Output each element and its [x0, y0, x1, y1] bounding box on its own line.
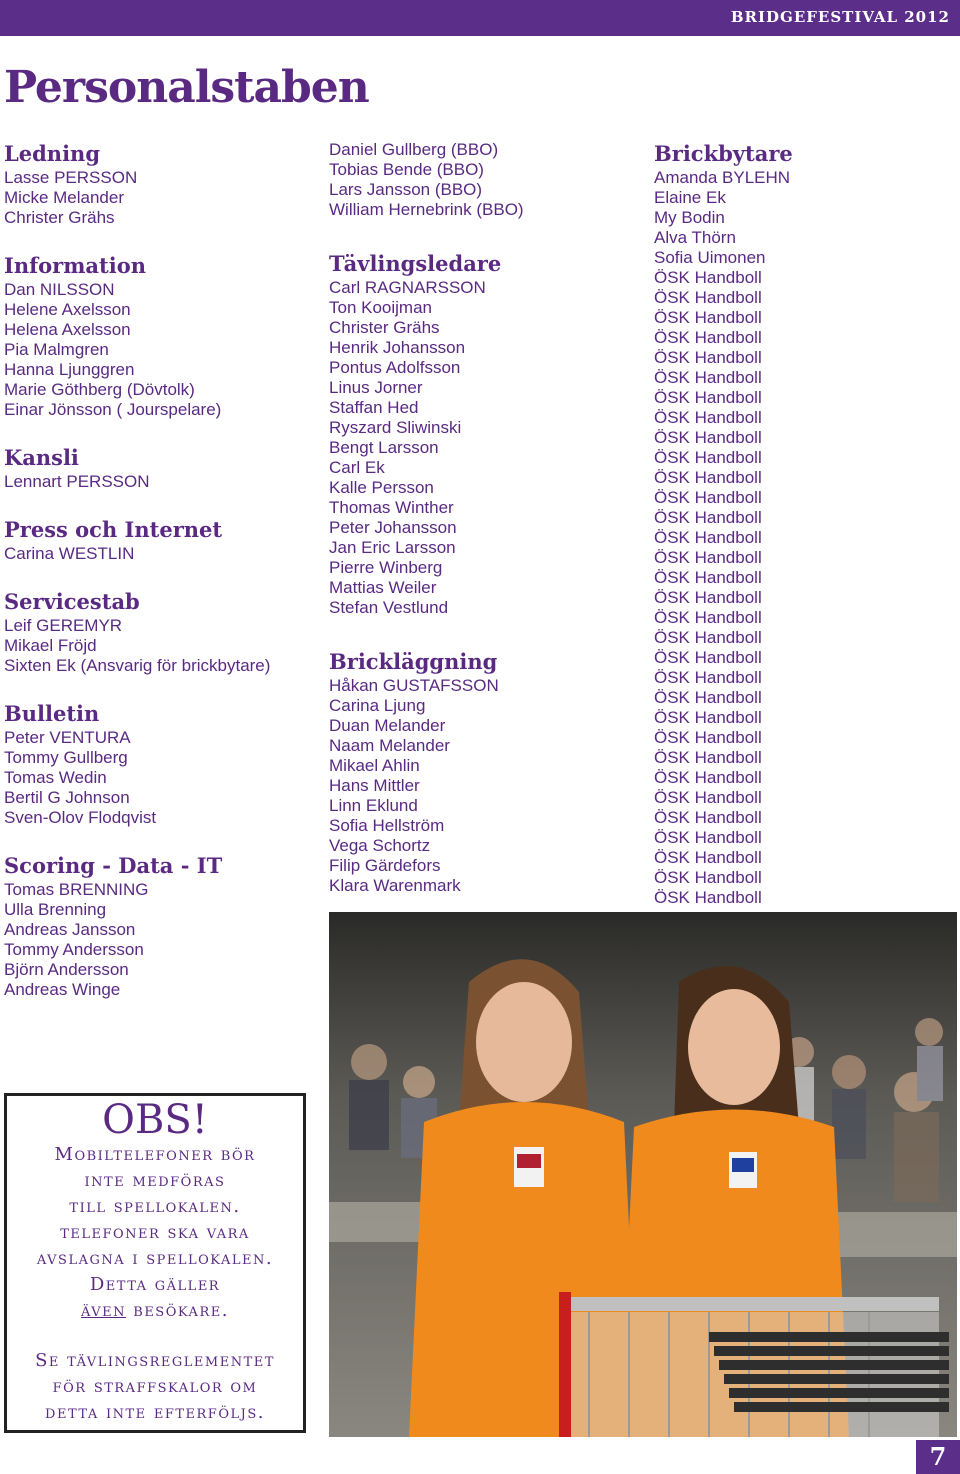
member-name: Henrik Johansson: [329, 338, 466, 357]
member-name: ÖSK Handboll: [654, 328, 762, 347]
member-list: [329, 676, 629, 896]
member-name: Amanda BYLEHN: [654, 168, 791, 187]
member-name: ÖSK Handboll: [654, 848, 762, 867]
member-name: ÖSK Handboll: [654, 548, 762, 567]
notice-line: Detta gäller: [89, 1274, 221, 1295]
staff-section: [4, 252, 314, 420]
member-name: Mikael Ahlin: [329, 756, 420, 775]
member-name: Filip Gärdefors: [329, 856, 441, 875]
member-name: ÖSK Handboll: [654, 388, 762, 407]
section-heading: Brickläggning: [329, 649, 498, 674]
member-name: My Bodin: [654, 208, 725, 227]
member-name: Helene Axelsson: [4, 300, 131, 319]
notice-line: telefoner ska vara: [60, 1222, 250, 1243]
member-list: [4, 280, 314, 420]
member-name: ÖSK Handboll: [654, 428, 762, 447]
member-name: ÖSK Handboll: [654, 368, 762, 387]
notice-line: [15, 1298, 295, 1324]
member-name: ÖSK Handboll: [654, 608, 762, 627]
member-list: [4, 544, 314, 564]
member-name: ÖSK Handboll: [654, 888, 762, 907]
section-heading: Press och Internet: [4, 517, 223, 542]
notice-text: [15, 1142, 295, 1324]
member-name: Bertil G Johnson: [4, 788, 130, 807]
member-name: ÖSK Handboll: [654, 588, 762, 607]
member-name: Bengt Larsson: [329, 438, 439, 457]
member-name: Christer Grähs: [329, 318, 440, 337]
member-name: Stefan Vestlund: [329, 598, 449, 617]
section-heading: Brickbytare: [654, 141, 793, 166]
member-name: William Hernebrink (BBO): [329, 200, 524, 219]
member-name: Lars Jansson (BBO): [329, 180, 483, 199]
notice-emphasis: även: [81, 1300, 127, 1321]
member-name: Tomas Wedin: [4, 768, 107, 787]
member-list: [4, 728, 314, 828]
section-heading: Information: [4, 253, 146, 278]
member-name: ÖSK Handboll: [654, 668, 762, 687]
member-list: [4, 168, 314, 228]
staff-section: [329, 648, 629, 896]
member-name: ÖSK Handboll: [654, 488, 762, 507]
staff-column-3: [654, 140, 954, 938]
member-name: Linn Eklund: [329, 796, 418, 815]
member-list: [4, 880, 314, 1000]
member-name: ÖSK Handboll: [654, 408, 762, 427]
member-list: [329, 140, 629, 220]
member-name: Jan Eric Larsson: [329, 538, 456, 557]
member-name: Andreas Winge: [4, 980, 121, 999]
member-name: Marie Göthberg (Dövtolk): [4, 380, 195, 399]
staff-section: [329, 250, 629, 618]
member-name: ÖSK Handboll: [654, 728, 762, 747]
member-name: Peter Johansson: [329, 518, 457, 537]
member-name: Lasse PERSSON: [4, 168, 138, 187]
member-name: Lennart PERSSON: [4, 472, 150, 491]
member-name: Ulla Brenning: [4, 900, 107, 919]
section-heading: Bulletin: [4, 701, 100, 726]
member-name: Duan Melander: [329, 716, 446, 735]
member-name: ÖSK Handboll: [654, 508, 762, 527]
notice-line-rest: besökare.: [126, 1300, 229, 1321]
notice-line: avslagna i spellokalen.: [36, 1248, 274, 1269]
member-name: Carina WESTLIN: [4, 544, 135, 563]
section-heading: Kansli: [4, 445, 79, 470]
member-name: ÖSK Handboll: [654, 788, 762, 807]
member-name: Helena Axelsson: [4, 320, 131, 339]
notice-footer-line: detta inte efterföljs.: [45, 1402, 265, 1423]
member-name: ÖSK Handboll: [654, 808, 762, 827]
member-name: ÖSK Handboll: [654, 528, 762, 547]
member-name: ÖSK Handboll: [654, 628, 762, 647]
staff-column-2: [329, 140, 629, 926]
staff-section: [4, 444, 314, 492]
member-list: [654, 168, 954, 908]
member-name: Tomas BRENNING: [4, 880, 149, 899]
member-name: Elaine Ek: [654, 188, 726, 207]
member-name: Pontus Adolfsson: [329, 358, 461, 377]
member-name: Pierre Winberg: [329, 558, 443, 577]
member-name: Sixten Ek (Ansvarig för brickbytare): [4, 656, 271, 675]
member-name: ÖSK Handboll: [654, 648, 762, 667]
member-name: ÖSK Handboll: [654, 348, 762, 367]
section-heading: Ledning: [4, 141, 101, 166]
member-name: Naam Melander: [329, 736, 450, 755]
member-list: [329, 278, 629, 618]
member-name: Daniel Gullberg (BBO): [329, 140, 499, 159]
photo-illustration: [329, 912, 957, 1437]
member-name: Carl Ek: [329, 458, 385, 477]
member-name: ÖSK Handboll: [654, 448, 762, 467]
member-name: ÖSK Handboll: [654, 688, 762, 707]
member-name: Carina Ljung: [329, 696, 426, 715]
section-heading: Servicestab: [4, 589, 140, 614]
notice-line: Mobiltelefoner bör: [54, 1144, 256, 1165]
notice-footer: [15, 1348, 295, 1426]
staff-photo: [329, 912, 957, 1437]
member-name: Peter VENTURA: [4, 728, 131, 747]
member-name: Hanna Ljunggren: [4, 360, 135, 379]
staff-section: [4, 852, 314, 1000]
page-number: 7: [916, 1440, 960, 1474]
page-title: Personalstaben: [4, 62, 369, 113]
member-name: ÖSK Handboll: [654, 568, 762, 587]
member-name: Sofia Uimonen: [654, 248, 766, 267]
staff-section: [4, 700, 314, 828]
member-name: ÖSK Handboll: [654, 768, 762, 787]
section-heading: Tävlingsledare: [329, 251, 502, 276]
member-name: ÖSK Handboll: [654, 468, 762, 487]
member-name: Ryszard Sliwinski: [329, 418, 462, 437]
notice-title: OBS!: [102, 1097, 208, 1143]
member-name: ÖSK Handboll: [654, 828, 762, 847]
member-name: Klara Warenmark: [329, 876, 461, 895]
member-name: Mikael Fröjd: [4, 636, 97, 655]
member-name: Carl RAGNARSSON: [329, 278, 486, 297]
member-name: Tommy Andersson: [4, 940, 144, 959]
member-name: Hans Mittler: [329, 776, 420, 795]
member-name: ÖSK Handboll: [654, 268, 762, 287]
member-name: Sven-Olov Flodqvist: [4, 808, 157, 827]
member-list: [4, 616, 314, 676]
member-name: Ton Kooijman: [329, 298, 433, 317]
member-name: Christer Grähs: [4, 208, 115, 227]
member-name: ÖSK Handboll: [654, 748, 762, 767]
notice-box: [4, 1093, 306, 1433]
notice-line: inte medföras: [84, 1170, 226, 1191]
member-name: Håkan GUSTAFSSON: [329, 676, 499, 695]
member-name: Tommy Gullberg: [4, 748, 128, 767]
staff-section: [4, 588, 314, 676]
member-list: [4, 472, 314, 492]
member-name: Leif GEREMYR: [4, 616, 123, 635]
member-name: ÖSK Handboll: [654, 308, 762, 327]
staff-section: [4, 140, 314, 228]
section-heading: Scoring - Data - IT: [4, 853, 223, 878]
member-name: Tobias Bende (BBO): [329, 160, 484, 179]
member-name: Sofia Hellström: [329, 816, 445, 835]
member-name: ÖSK Handboll: [654, 708, 762, 727]
staff-column-1: [4, 140, 314, 1024]
member-name: Mattias Weiler: [329, 578, 437, 597]
header-bar: [0, 0, 960, 36]
magazine-label: BRIDGEFESTIVAL 2012: [730, 8, 950, 26]
member-name: ÖSK Handboll: [654, 288, 762, 307]
member-name: Kalle Persson: [329, 478, 434, 497]
member-name: ÖSK Handboll: [654, 868, 762, 887]
notice-footer-line: Se tävlingsreglementet: [35, 1350, 275, 1371]
member-name: Alva Thörn: [654, 228, 736, 247]
member-name: Linus Jorner: [329, 378, 423, 397]
staff-section: [654, 140, 954, 908]
member-name: Einar Jönsson ( Jourspelare): [4, 400, 222, 419]
member-name: Micke Melander: [4, 188, 124, 207]
member-name: Pia Malmgren: [4, 340, 109, 359]
notice-line: till spellokalen.: [69, 1196, 241, 1217]
notice-footer-line: för straffskalor om: [52, 1376, 258, 1397]
member-name: Staffan Hed: [329, 398, 419, 417]
member-name: Dan NILSSON: [4, 280, 115, 299]
staff-section: [4, 516, 314, 564]
member-name: Vega Schortz: [329, 836, 431, 855]
member-name: Thomas Winther: [329, 498, 454, 517]
member-name: Andreas Jansson: [4, 920, 136, 939]
member-name: Björn Andersson: [4, 960, 129, 979]
staff-section: [329, 140, 629, 220]
